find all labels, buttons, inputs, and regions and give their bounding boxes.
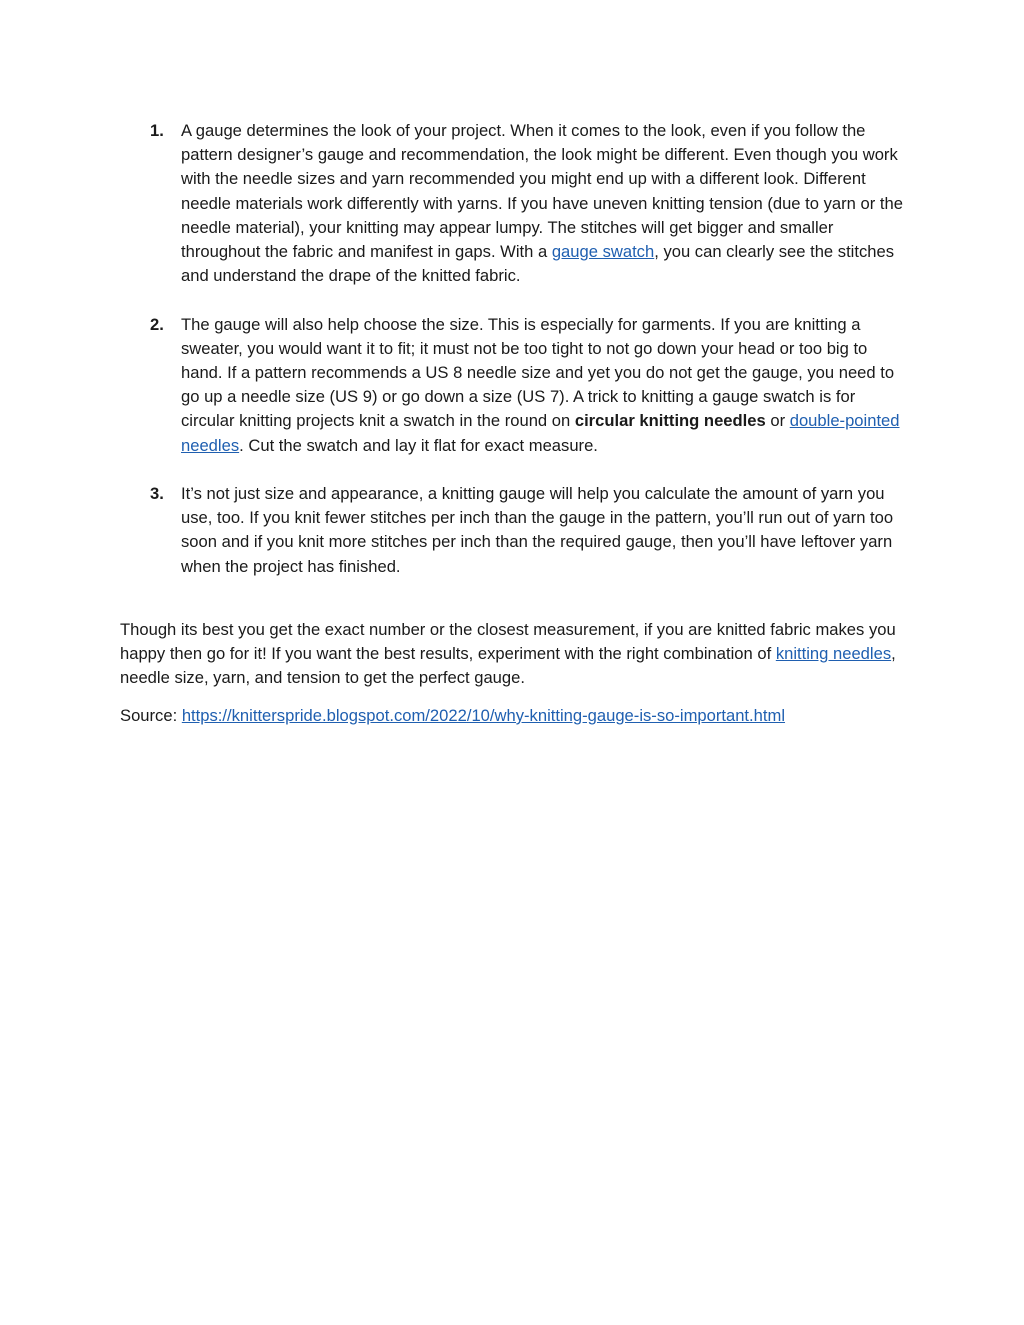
gauge-swatch-link[interactable]: gauge swatch (551, 242, 655, 262)
list-item-1 (150, 119, 910, 288)
paragraph-text: It’s not just size and appearance, a knitting gauge will help you calculate the amount of yarn you use, too. If you knit fewer stitches per inch than the gauge in the pattern, you’ll run out of yarn too soon and if you knit more stitches per inch than the required gauge, then you’ll have leftover yarn when the project has finished. (181, 484, 894, 576)
paragraph-text: Though its best you get the exact number or the closest measurement, if you are knitted fabric makes you happy then go for it! If you want the best results, experiment with the right combination of (120, 620, 896, 664)
paragraph-text: The gauge will also help choose the size. This is especially for garments. If you are knitting a sweater, you would want it to fit; it must not be too tight to not go down your head or too big to hand. If a pattern recommends a US 8 needle size and yet you do not get the gauge, you need to go up a needle size (US 9) or go down a size (US 7). A trick to knitting a gauge swatch is for circular knitting projects knit a swatch in the round on (181, 314, 895, 431)
list-number: 1. (150, 121, 164, 140)
paragraph-text: , you can clearly see the stitches and understand the drape of the knitted fabric. (181, 242, 895, 286)
source-url-link[interactable]: https://knitterspride.blogspot.com/2022/10/why-knitting-gauge-is-so-important.html (181, 706, 786, 725)
list-item-2 (150, 313, 910, 458)
knitting-needles-link[interactable]: knitting needles (775, 644, 892, 664)
list-number: 2. (150, 314, 164, 334)
source-label: Source: (120, 706, 182, 725)
list-item-3 (150, 482, 910, 579)
paragraph-text: . Cut the swatch and lay it flat for exact measure. (239, 435, 598, 455)
double-pointed-needles-link[interactable]: double-pointed needles (181, 411, 900, 455)
paragraph-text: , needle size, yarn, and tension to get the perfect gauge. (120, 644, 896, 688)
closing-paragraph (120, 618, 910, 691)
paragraph-text: or (765, 411, 790, 431)
paragraph-text: A gauge determines the look of your project. When it comes to the look, even if you follow the pattern designer’s gauge and recommendation, the look might be different. Even though you work with the needle sizes and yarn recommended you might end up with a different look. Different needle materials work differently with yarns. If you have uneven knitting tension (due to yarn or the needle material), your knitting may appear lumpy. The stitches will get bigger and smaller throughout the fabric and manifest in gaps. With a (181, 121, 903, 262)
bold-text: circular knitting needles (574, 411, 766, 431)
source-line (120, 704, 910, 728)
list-number: 3. (150, 484, 164, 504)
numbered-list (150, 119, 910, 603)
